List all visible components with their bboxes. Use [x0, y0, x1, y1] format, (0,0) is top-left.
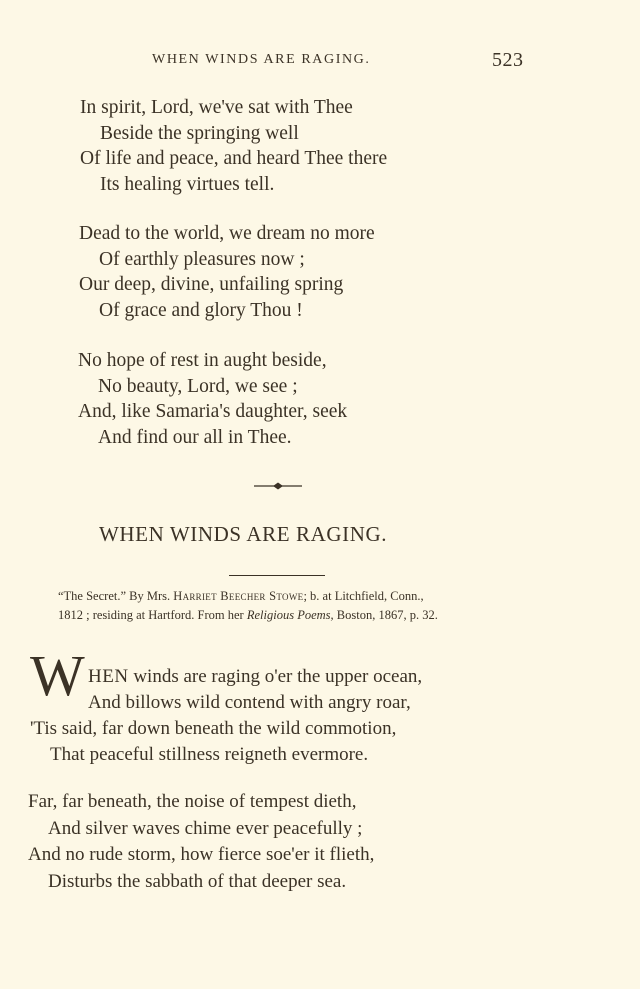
- poem-line: Of grace and glory Thou !: [99, 299, 303, 321]
- poem-line-text: winds are raging o'er the upper ocean,: [133, 666, 423, 687]
- poem-line: No hope of rest in aught beside,: [78, 350, 327, 371]
- source-author: Harriet Beecher Stowe: [173, 589, 304, 603]
- poem-line: [30, 664, 422, 690]
- poem-stanza: [80, 95, 387, 197]
- source-by: By Mrs.: [129, 589, 171, 603]
- poem-line: Its healing virtues tell.: [100, 173, 275, 195]
- poem-line: Our deep, divine, unfailing spring: [79, 274, 344, 295]
- poem-line: Of life and peace, and heard Thee there: [80, 148, 388, 169]
- poem-line: Far, far beneath, the noise of tempest dieth,: [28, 791, 357, 812]
- poem-line: Dead to the world, we dream no more: [79, 223, 375, 244]
- poem-line: And billows wild contend with angry roar,: [88, 692, 411, 713]
- poem-line: In spirit, Lord, we've sat with Thee: [80, 97, 353, 118]
- poem-stanza: [78, 348, 347, 450]
- poem-line: And, like Samaria's daughter, seek: [78, 401, 348, 422]
- poem-line: And silver waves chime ever peacefully ;: [48, 817, 363, 839]
- drop-cap: W: [30, 643, 83, 708]
- title-rule: [229, 575, 325, 576]
- poem-line: Disturbs the sabbath of that deeper sea.: [48, 870, 347, 892]
- page-number: 523: [492, 49, 524, 71]
- poem-stanza: [30, 664, 422, 768]
- source-line: [58, 587, 528, 606]
- source-birth: ; b. at Litchfield, Conn.,: [303, 589, 424, 603]
- ornament-divider-icon: [254, 479, 302, 493]
- poem-line: 'Tis said, far down beneath the wild commotion,: [30, 718, 397, 739]
- first-word-rest: HEN: [88, 666, 129, 687]
- poem-line: And find our all in Thee.: [98, 426, 292, 448]
- poem-line: No beauty, Lord, we see ;: [98, 375, 298, 397]
- section-title: WHEN WINDS ARE RAGING.: [99, 522, 388, 546]
- poem-line: Of earthly pleasures now ;: [99, 248, 305, 270]
- poem-line: Beside the springing well: [100, 122, 299, 144]
- source-residence: 1812 ; residing at Hartford. From her: [58, 608, 244, 622]
- poem-stanza: [28, 789, 374, 895]
- running-head: WHEN WINDS ARE RAGING.: [152, 52, 371, 67]
- source-line: [58, 606, 528, 625]
- poem-line: That peaceful stillness reigneth evermore.: [50, 744, 369, 765]
- source-note: [58, 587, 528, 625]
- source-book-title: Religious Poems,: [246, 608, 334, 622]
- source-quote: “The Secret.”: [58, 589, 127, 603]
- source-publication: Boston, 1867, p. 32.: [336, 608, 438, 622]
- poem-line: And no rude storm, how fierce soe'er it flieth,: [28, 844, 375, 865]
- poem-stanza: [79, 221, 375, 323]
